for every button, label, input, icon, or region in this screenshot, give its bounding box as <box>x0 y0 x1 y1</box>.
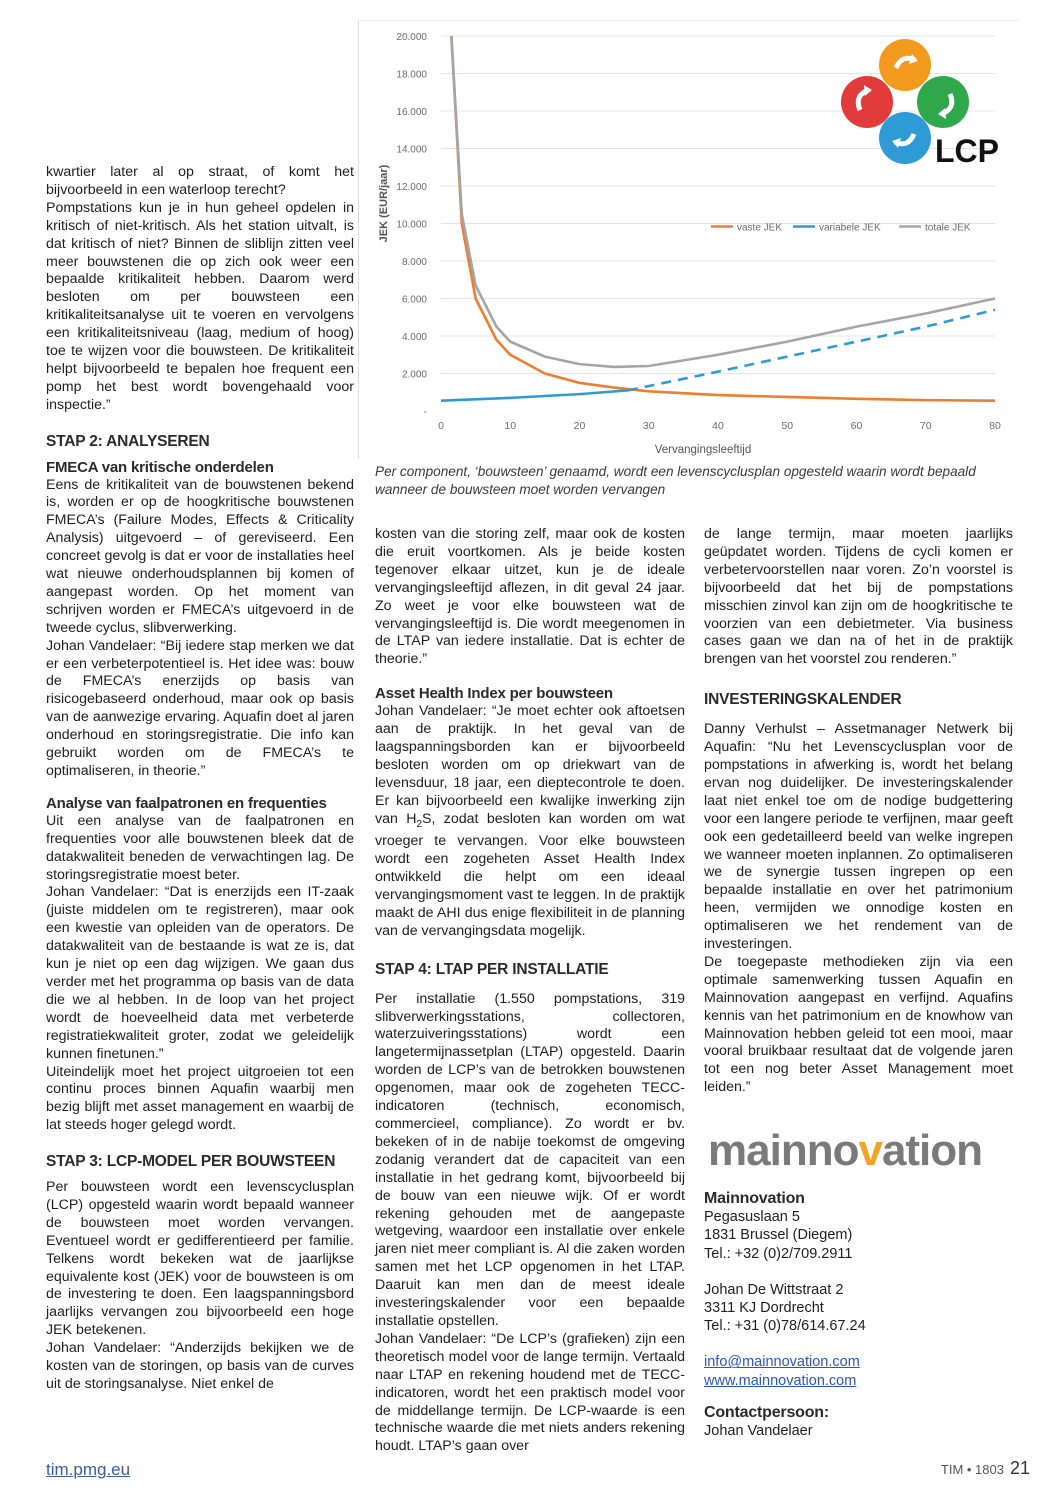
x-tick-label: 10 <box>504 420 517 432</box>
y-tick-label: 4.000 <box>401 332 427 343</box>
subheading-ahi: Asset Health Index per bouwsteen <box>375 685 613 703</box>
x-tick-label: 0 <box>438 420 444 432</box>
series-line-1 <box>441 390 628 400</box>
issue-number: TIM • 1803 <box>940 1462 1004 1477</box>
paragraph: Pompstations kun je in hun geheel opdelen in kritisch of niet-kritisch. Als het station uitvalt, is dat kritisch of niet? Binnen de sliblijn zitten veel meer bouwstenen die op zich ook weer een bepaalde kritikaliteit hebben. Daarom werd besloten om per bouwsteen een kritikaliteitsanalyse uit te voeren en vervolgens een kritikaliteitsniveau (laag, medium of hoog) toe te wijzen voor die bouwsteen. De kritikaliteit helpt bijvoorbeeld te bepalen hoe frequent een pomp het best wordt bovengehaald voor inspectie.” <box>46 199 354 413</box>
address-line: Johan De Wittstraat 2 <box>704 1281 844 1298</box>
subheading-fmeca: FMECA van kritische onderdelen <box>46 458 274 476</box>
x-tick-label: 80 <box>989 420 1001 432</box>
address-line: Pegasuslaan 5 <box>704 1209 800 1226</box>
y-tick-label: 6.000 <box>401 294 427 306</box>
contact-label: Contactpersoon: <box>704 1403 830 1421</box>
address-line: 3311 KJ Dordrecht <box>704 1300 824 1317</box>
paragraph: kosten van die storing zelf, maar ook de kosten die eruit voortkomen. Als je beide kosten tegenover elkaar uitzet, kun je de ideale vervangingsleeftijd aflezen, in dit geval 24 jaar. Zo weet je voor elke bouwsteen wat de vervangingsleeftijd is. Die wordt meegenomen in de LTAP van iedere installatie. Dat is echter de theorie.” <box>375 526 685 668</box>
y-tick-label: 20.000 <box>396 32 427 43</box>
subheading-analyse: Analyse van faalpatronen en frequenties <box>46 794 327 812</box>
lcp-logo-text: LCP <box>935 133 999 169</box>
x-tick-label: 20 <box>573 420 586 432</box>
paragraph: Johan Vandelaer: “Dat is enerzijds een IT-zaak (juiste middelen om te registreren), maar ook een kwestie van opleiden van de operators. De datakwaliteit van de bestaande is wat ze is, dat kun je niet op een dag wijzigen. We gaan dus verder met het programma op basis van de data die we al hebben. In de loop van het project wordt de hoeveelheid data met verbeterde registratiekwaliteit groter, zodat we geleidelijk kunnen finetunen.” <box>46 884 354 1062</box>
paragraph: Eens de kritikaliteit van de bouwstenen bekend is, worden er op de hoogkritische bouwstenen FMECA’s (Failure Modes, Effects & Criticality Analysis) uitgevoerd – of gereviseerd. Een concreet gevolg is dat er voor de installaties heel wat nieuwe onderhoudsplannen bij komen of aangepast worden. Op het moment van schrijven worden er FMECA’s uitgevoerd in de tweede cyclus, slibverwerking. <box>46 476 354 636</box>
y-tick-label: 18.000 <box>396 69 427 81</box>
lcp-logo <box>830 30 1005 175</box>
y-tick-label: 14.000 <box>396 144 427 156</box>
paragraph: Per installatie (1.550 pompstations, 319 slibverwerkingsstations, collectoren, waterzuiveringsstations) wordt een langetermijnassetplan (LTAP) opgesteld. Daarin worden de LCP’s van de betrokken bouwstenen opgenomen, maar ook de zogeheten TECC-indicatoren (technisch, economisch, commercieel, compliance). Zo wordt er bv. bekeken of in de nabije toekomst de omgeving zodanig verandert dat de capaciteit van een installatie in het gedrang komt, bijvoorbeeld bij de bouw van een nieuwe wijk. Of er wordt rekening gehouden met de aangepaste wetgeving, waardoor een installatie over enkele jaren niet meer compliant is. Al die zaken worden samen met het LCP opgenomen in het LTAP. Daaruit kan men dan de meest ideale investeringskalender voor een bepaalde installatie opstellen. <box>375 990 685 1329</box>
email-link[interactable]: info@mainnovation.com <box>704 1354 860 1371</box>
phone-line: Tel.: +31 (0)78/614.67.24 <box>704 1318 866 1335</box>
y-axis-label: JEK (EUR/jaar) <box>378 164 390 243</box>
paragraph: kwartier later al op straat, of komt het bijvoorbeeld in een waterloop terecht? <box>46 164 354 198</box>
footer-site-link[interactable]: tim.pmg.eu <box>46 1460 131 1479</box>
page-number: 21 <box>1009 1458 1030 1478</box>
x-tick-label: 50 <box>781 420 794 432</box>
paragraph: Per bouwsteen wordt een levenscyclusplan (LCP) opgesteld waarin wordt bepaald wanneer de bouwsteen moet worden vervangen. Eventueel wordt er gedifferentieerd per familie. Telkens wordt bekeken wat de jaarlijkse equivalente kost (JEK) voor de bouwsteen is om de investering te doen. Een laagspanningsbord jaarlijks vervangen zou bijvoorbeeld een hoge JEK betekenen. <box>46 1179 354 1339</box>
legend-label: variabele JEK <box>819 222 881 234</box>
website-link[interactable]: www.mainnovation.com <box>704 1372 857 1389</box>
legend-label: totale JEK <box>925 222 971 234</box>
lcp-logo-graphic <box>830 30 1005 175</box>
contact-name: Johan Vandelaer <box>704 1423 813 1440</box>
paragraph-part: S, zodat besloten kan worden om wat vroeger te vervangen. Voor elke bouwsteen wordt een zogeheten Asset Health Index ontwikkeld die helpt om een ideaal vervangingsmoment vast te leggen. In de praktijk maakt de AHI dus enige flexibiliteit in de planning van de vervangingsdata mogelijk. <box>375 810 685 939</box>
mainnovation-logo <box>708 1126 982 1176</box>
phone-line: Tel.: +32 (0)2/709.2911 <box>704 1245 853 1262</box>
footer-page-info <box>941 1458 1030 1479</box>
y-tick-label: - <box>423 407 427 418</box>
section-heading-stap2: STAP 2: ANALYSEREN <box>46 432 210 450</box>
x-tick-label: 40 <box>712 420 724 432</box>
y-tick-label: 10.000 <box>396 219 427 231</box>
address-line: 1831 Brussel (Diegem) <box>704 1227 853 1244</box>
column-middle <box>375 526 685 1456</box>
paragraph: Johan Vandelaer: “Anderzijds bekijken we de kosten van de storingen, op basis van de curves uit de storingsanalyse. Niet enkel de <box>46 1340 354 1392</box>
x-tick-label: 30 <box>642 420 655 432</box>
paragraph: Uiteindelijk moet het project uitgroeien tot een continu proces binnen Aquafin waarbij men bezig blijft met asset management en waarbij de lat steeds hoger gelegd wordt. <box>46 1063 354 1134</box>
x-axis-label: Vervangingsleeftijd <box>654 444 752 456</box>
paragraph: Danny Verhulst – Assetmanager Netwerk bij Aquafin: “Nu het Levenscyclusplan voor de pompstations in afwerking is, wordt het belang ervan nog duidelijker. De investeringskalender laat niet enkel toe om de nodige budgettering voor een langere periode te verfijnen, maar geeft ook een gedetailleerd beeld van welke ingrepen we wanneer moeten inplannen. Zo optimaliseren we de synergie tussen ingrepen op een bepaalde installatie en over het patrimonium heen, vermijden we onnodige kosten en optimaliseren we het rendement van de investeringen. <box>704 721 1013 953</box>
y-tick-label: 8.000 <box>401 257 427 268</box>
paragraph-part: Johan Vandelaer: “Je moet echter ook aftoetsen aan de praktijk. In het geval van de laagspanningsborden kan er bijvoorbeeld besloten worden om op driekwart van de levensduur, 18 jaar, een dieptecontrole te doen. Er kan bijvoorbeeld een kwalijke inwerking zijn van H <box>375 703 685 827</box>
logo-text-accent: v <box>858 1126 882 1175</box>
x-tick-label: 70 <box>919 420 932 432</box>
section-heading-stap3: STAP 3: LCP-MODEL PER BOUWSTEEN <box>46 1153 336 1171</box>
paragraph: De toegepaste methodieken zijn via een optimale samenwerking tussen Aquafin en Mainnovation aangepast en verfijnd. Aquafins kennis van het patrimonium en de knowhow van Mainnovation hebben geleid tot een mooi, maar vooral bruikbaar resultaat dat de volgende jaren tot een nog beter Asset Management moet leiden.” <box>704 953 1013 1096</box>
logo-text: mainno <box>708 1126 859 1175</box>
section-heading-investeringskalender: INVESTERINGSKALENDER <box>704 691 902 709</box>
company-name: Mainnovation <box>704 1190 805 1207</box>
paragraph <box>375 703 685 941</box>
legend-label: vaste JEK <box>737 222 783 234</box>
column-left <box>46 164 354 1394</box>
y-tick-label: 2.000 <box>401 369 427 381</box>
paragraph: Uit een analyse van de faalpatronen en frequenties voor alle bouwstenen bleek dat de datakwaliteit beneden de verwachtingen lag. De storingsregistratie moest beter. <box>46 812 354 883</box>
series-line-2 <box>628 310 995 391</box>
logo-text: ation <box>881 1126 983 1175</box>
x-tick-label: 60 <box>850 420 863 432</box>
y-tick-label: 16.000 <box>396 107 427 118</box>
figure-caption: Per component, ‘bouwsteen’ genaamd, wordt een levenscyclusplan opgesteld waarin wordt bepaald wanneer de bouwsteen moet worden vervangen <box>375 464 976 497</box>
section-heading-stap4: STAP 4: LTAP PER INSTALLATIE <box>375 960 609 978</box>
paragraph: de lange termijn, maar moeten jaarlijks geüpdatet worden. Tijdens de cycli komen er verbetervoorstellen naar voren. Zo’n voorstel is bijvoorbeeld dat het bij de pompstations misschien zinvol kan zijn om de hoogkritische te voorzien van een debietmeter. Via business cases gaan we dan na of het in de praktijk brengen van het voorstel zou renderen.” <box>704 526 1013 668</box>
y-tick-label: 12.000 <box>396 182 427 193</box>
subscript: 2 <box>416 818 423 830</box>
paragraph: Johan Vandelaer: “Bij iedere stap merken we dat er een verbeterpotentieel is. Het idee was: bouw de FMECA’s enerzijds op basis van risicogebaseerd onderhoud, maar ook op basis van de aanwezige ervaring. Aquafin doet al jaren onderhoud en storingsregistratie. Die info kan gebruikt worden om de FMECA’s te optimaliseren, in theorie.” <box>46 637 354 779</box>
paragraph: Johan Vandelaer: “De LCP’s (grafieken) zijn een theoretisch model voor de lange termijn. Vertaald naar LTAP en rekening houdend met de TECC-indicatoren, wordt het een praktisch model voor de middellange termijn. De LCP-waarde is een technische waarde die met niets anders rekening houdt. LTAP’s gaan over <box>375 1330 685 1455</box>
column-right <box>704 526 1013 1097</box>
contact-block <box>704 1190 1013 1440</box>
